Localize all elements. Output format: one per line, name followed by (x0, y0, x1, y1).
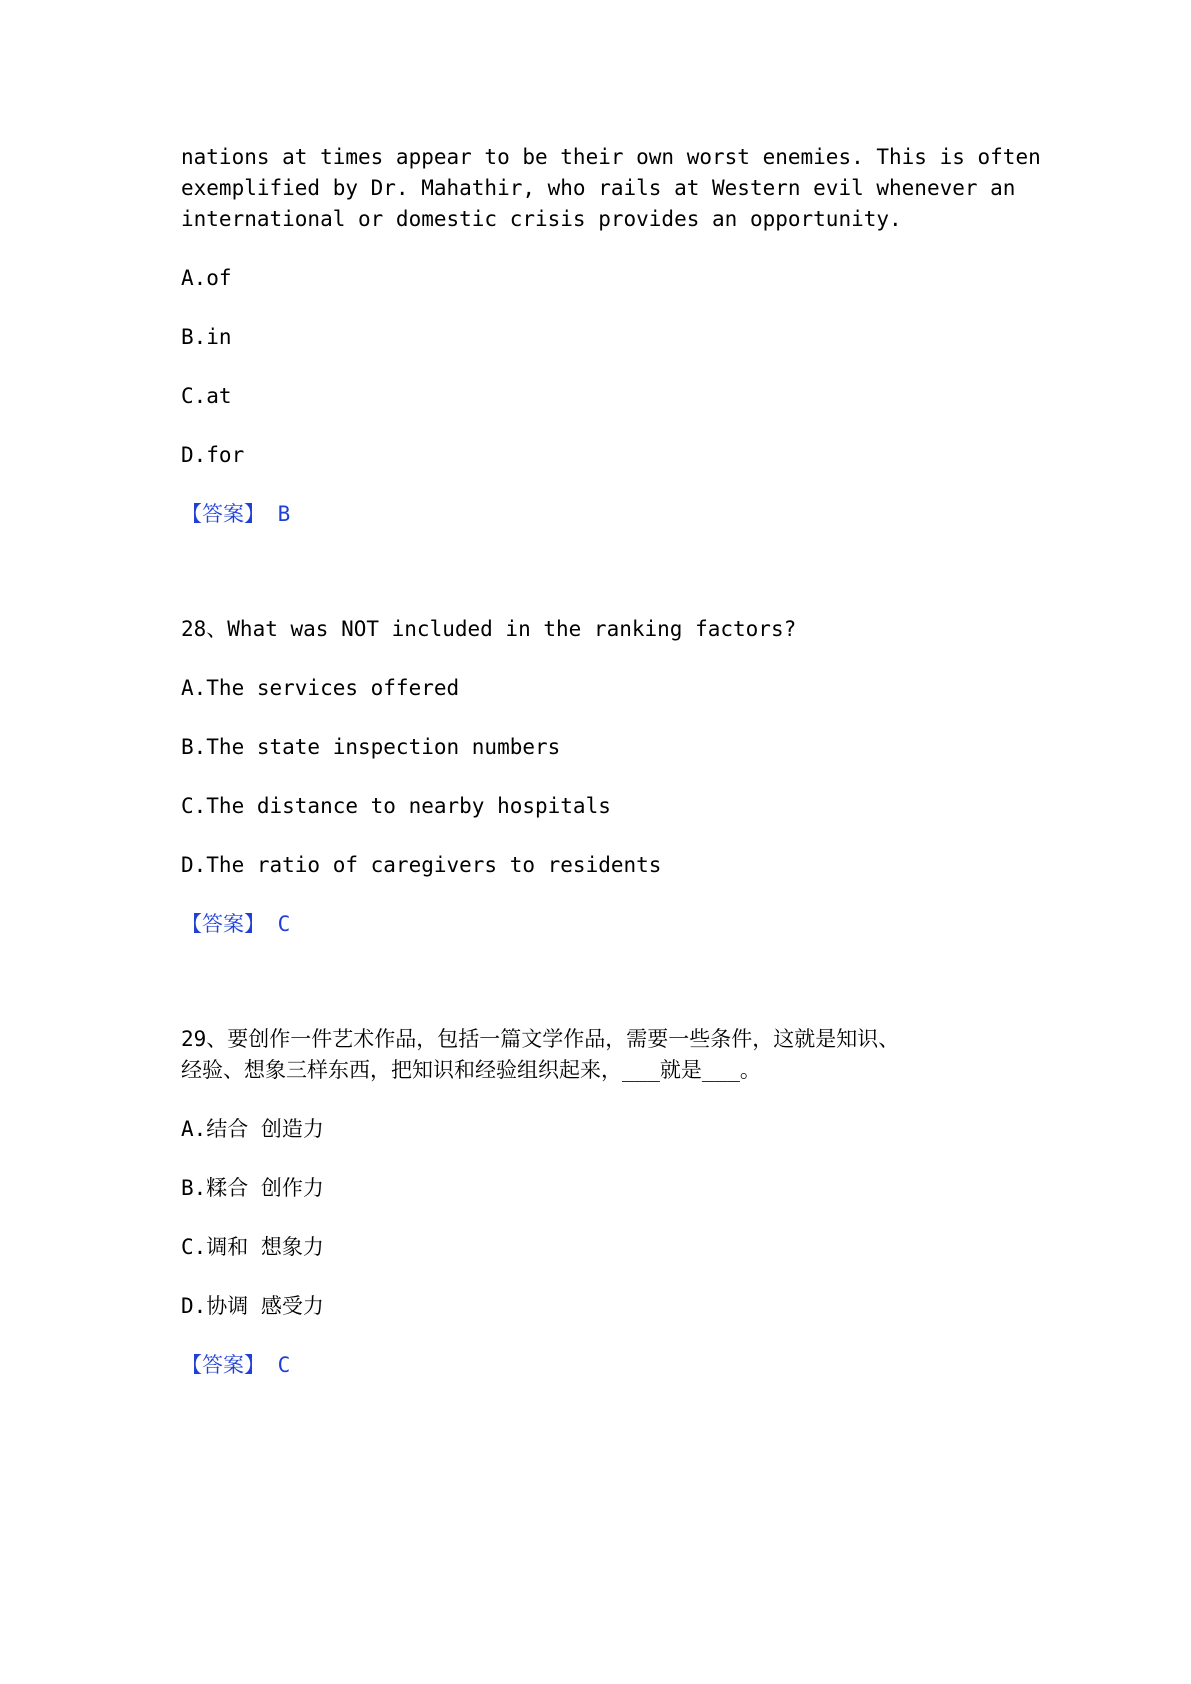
option-a: A.结合 创造力 (181, 1117, 324, 1141)
passage-line: nations at times appear to be their own worst enemies. This is often (181, 145, 1041, 169)
option-d: D.协调 感受力 (181, 1294, 324, 1318)
option-c: C.The distance to nearby hospitals (181, 794, 611, 818)
option-a: A.The services offered (181, 676, 460, 700)
question-line: 经验、想象三样东西，把知识和经验组织起来，___就是___。 (181, 1058, 761, 1082)
option-b: B.糅合 创作力 (181, 1176, 324, 1200)
option-b: B.The state inspection numbers (181, 735, 561, 759)
option-c: C.调和 想象力 (181, 1235, 324, 1259)
option-d: D.for (181, 443, 245, 467)
question-29 (181, 1024, 1041, 1086)
question-28: 28、What was NOT included in the ranking factors? (181, 617, 797, 641)
question-line: 29、要创作一件艺术作品，包括一篇文学作品，需要一些条件，这就是知识、 (181, 1027, 900, 1051)
answer-29: 【答案】 C (181, 1353, 291, 1377)
option-b: B.in (181, 325, 232, 349)
answer-27: 【答案】 B (181, 502, 291, 526)
option-c: C.at (181, 384, 232, 408)
question-27-passage (181, 142, 1041, 235)
document-page (181, 142, 1041, 1381)
passage-line: international or domestic crisis provides an opportunity. (181, 207, 902, 231)
answer-28: 【答案】 C (181, 912, 291, 936)
passage-line: exemplified by Dr. Mahathir, who rails at Western evil whenever an (181, 176, 1016, 200)
option-a: A.of (181, 266, 232, 290)
option-d: D.The ratio of caregivers to residents (181, 853, 662, 877)
